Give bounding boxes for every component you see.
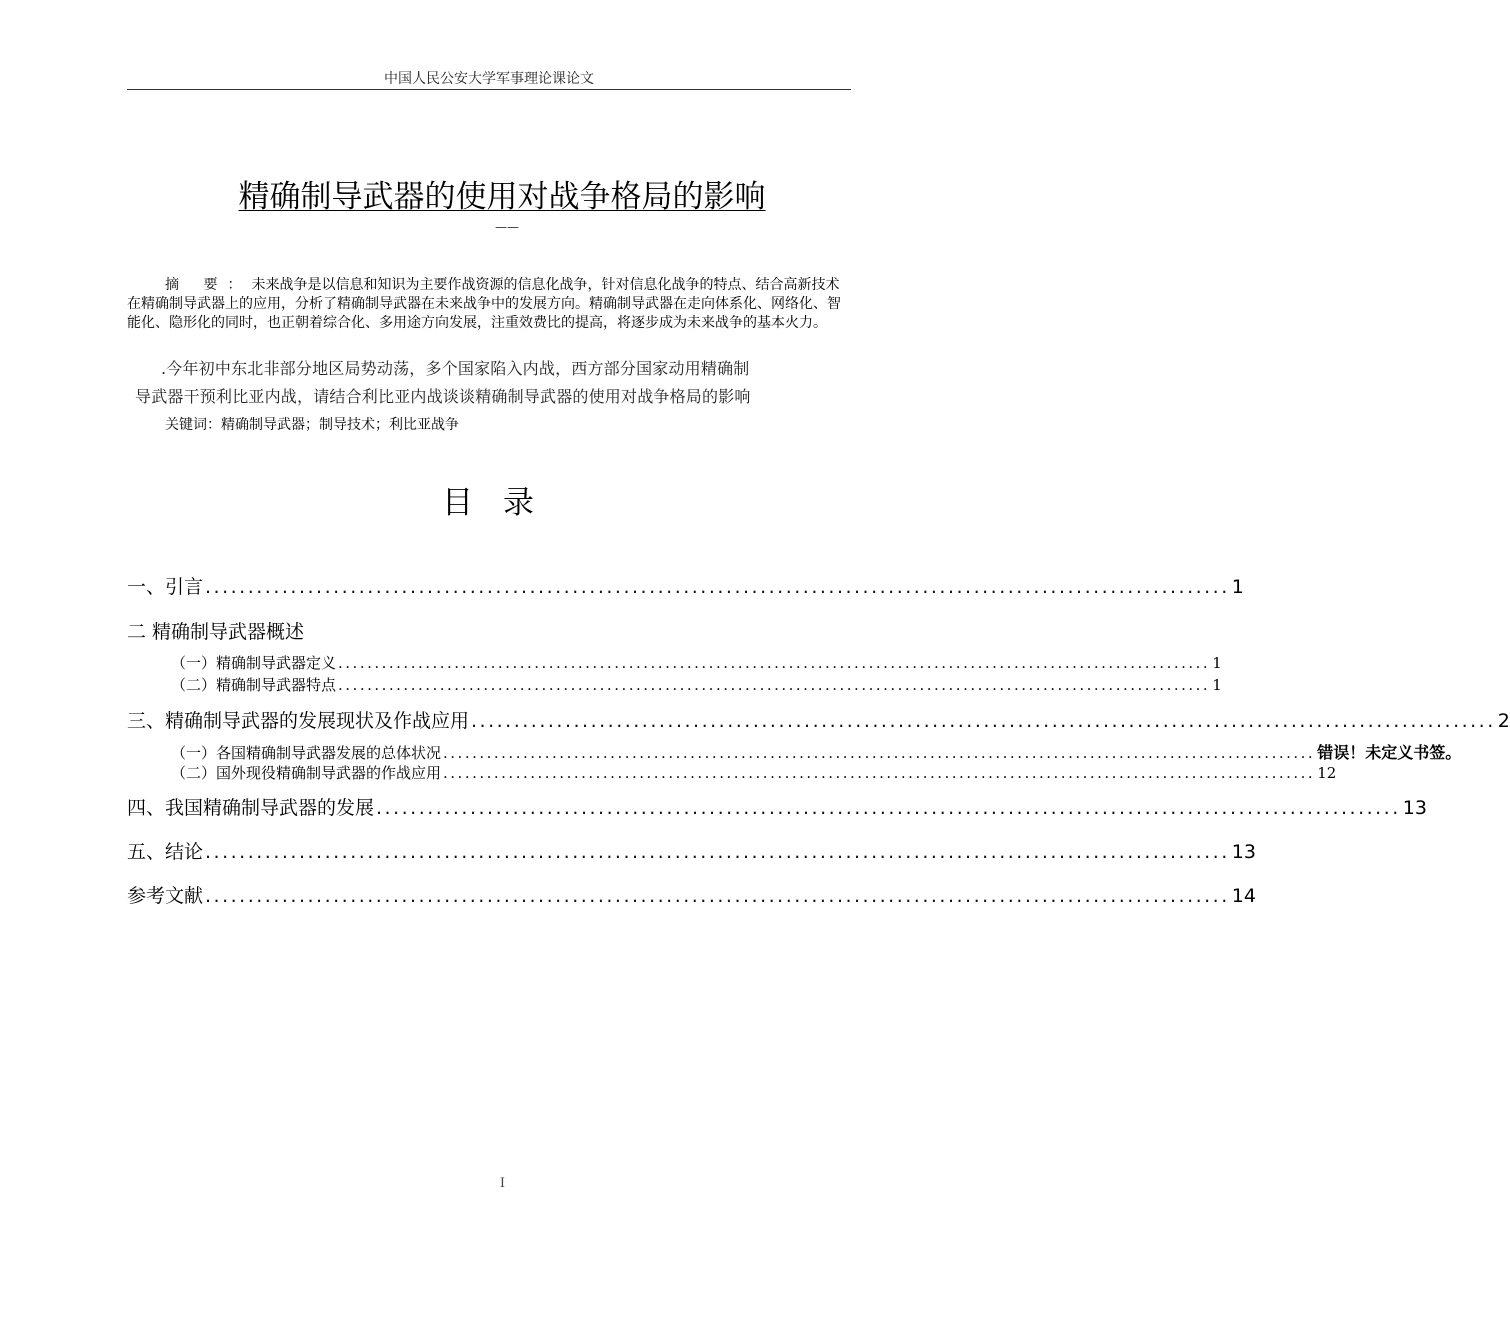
toc-entry-page: 12 <box>1317 764 1337 782</box>
toc-entry-page-error: 错误！未定义书签。 <box>1317 743 1462 762</box>
dot-leader: ........................................................................................................................ <box>338 654 1211 672</box>
paper-title <box>127 176 877 218</box>
toc-entry-label: （二）国外现役精确制导武器的作战应用 <box>171 764 442 782</box>
dot-leader: ........................................................................................................................ <box>338 676 1211 694</box>
toc-entry-label: （二）精确制导武器特点 <box>171 676 337 694</box>
toc-entry-label: 一、引言 <box>127 576 204 598</box>
abstract <box>127 276 849 333</box>
toc-entry-page: 1 <box>1212 654 1222 672</box>
dot-leader: ........................................................................................................................ <box>443 744 1316 762</box>
toc-entry-label: 参考文献 <box>127 885 204 907</box>
toc-entry[interactable] <box>127 706 1510 733</box>
dot-leader: ........................................................................................................................ <box>471 710 1496 732</box>
toc-entry[interactable] <box>127 572 1244 599</box>
toc-entry-page: 1 <box>1212 676 1222 694</box>
toc-title: 目录 <box>442 485 564 521</box>
question-line-1: .今年初中东北非部分地区局势动荡，多个国家陷入内战，西方部分国家动用精确制 <box>161 359 750 378</box>
toc-entry-label: （一）各国精确制导武器发展的总体状况 <box>171 744 442 762</box>
paper-title-text: 精确制导武器的使用对战争格局的影响 <box>238 179 766 215</box>
toc-entry[interactable] <box>127 793 1427 820</box>
page-header: 中国人民公安大学军事理论课论文 <box>384 71 594 87</box>
toc-subentry[interactable] <box>171 762 1337 783</box>
dot-leader: ........................................................................................................................ <box>205 576 1230 598</box>
toc-entry-page: 1 <box>1231 576 1244 598</box>
keywords: 关键词：精确制导武器；制导技术；利比亚战争 <box>165 417 459 433</box>
dot-leader: ........................................................................................................................ <box>376 797 1401 819</box>
toc-entry-page: 13 <box>1231 841 1256 863</box>
page-number: I <box>499 1176 506 1191</box>
question-prompt <box>127 355 849 411</box>
toc-entry-page: 13 <box>1402 797 1427 819</box>
dot-leader: ........................................................................................................................ <box>443 764 1316 782</box>
toc-entry[interactable] <box>127 881 1256 908</box>
subtitle-dash: —— <box>495 220 519 234</box>
abstract-label: 摘 要： <box>165 277 252 293</box>
toc-entry-label: （一）精确制导武器定义 <box>171 654 337 672</box>
abstract-text: 未来战争是以信息和知识为主要作战资源的信息化战争，针对信息化战争的特点、结合高新技术在精确制导武器上的应用，分析了精确制导武器在未来战争中的发展方向。精确制导武器在走向体系化、网络化、智能化、隐形化的同时，也正朝着综合化、多用途方向发展，注重效费比的提高，将逐步成为未来战争的基本火力。 <box>127 277 841 331</box>
toc-entry-label: 二 精确制导武器概述 <box>127 621 305 643</box>
dot-leader: ........................................................................................................................ <box>205 885 1230 907</box>
toc-entry[interactable] <box>127 837 1256 864</box>
toc-subentry[interactable] <box>171 652 1222 673</box>
toc-entry-label: 三、精确制导武器的发展现状及作战应用 <box>127 710 470 732</box>
toc-entry-label: 四、我国精确制导武器的发展 <box>127 797 375 819</box>
toc-entry-page: 14 <box>1231 885 1256 907</box>
toc-entry-page: 2 <box>1497 710 1510 732</box>
toc-subentry[interactable] <box>171 674 1222 695</box>
question-line-2: 导武器干预利比亚内战，请结合利比亚内战谈谈精确制导武器的使用对战争格局的影响 <box>135 387 751 406</box>
dot-leader: ........................................................................................................................ <box>205 841 1230 863</box>
toc-entry-label: 五、结论 <box>127 841 204 863</box>
header-rule <box>127 89 851 90</box>
toc-subentry[interactable] <box>171 740 1462 763</box>
toc-entry[interactable] <box>127 617 304 644</box>
